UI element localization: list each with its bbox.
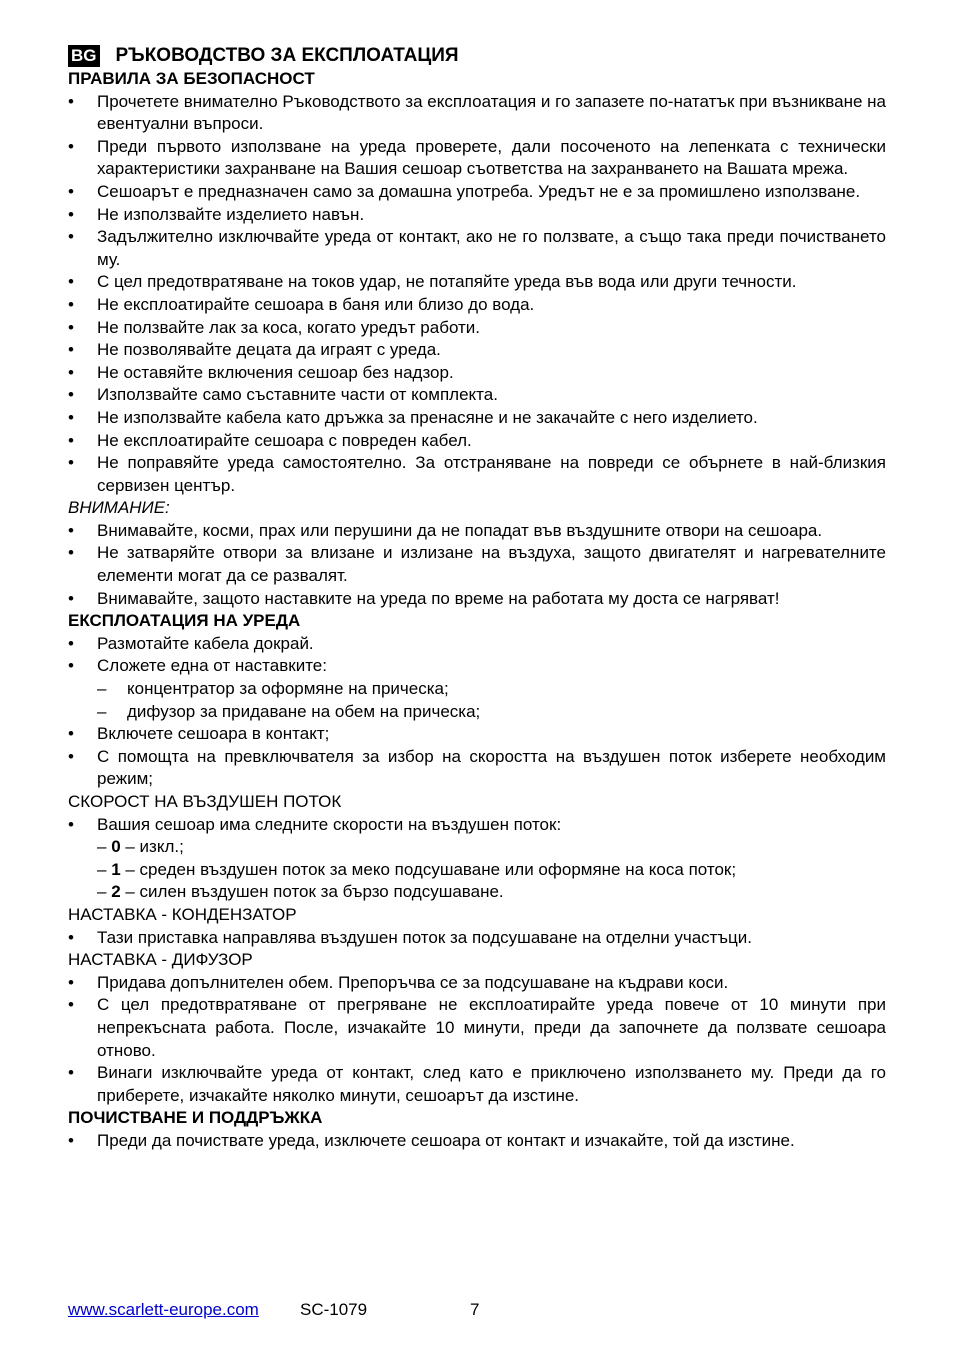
list-item: • Тази приставка направлява въздушен поток за подсушаване на отделни участъци. xyxy=(68,927,886,950)
model-number: SC-1079 xyxy=(300,1300,368,1319)
list-item: • Придава допълнителен обем. Препоръчва се за подсушаване на къдрави коси. xyxy=(68,972,886,995)
page-number: 7 xyxy=(470,1300,480,1319)
list-item: • Внимавайте, косми, прах или перушини да не попадат във въздушните отвори на сешоара. xyxy=(68,520,886,543)
list-item: • Не експлоатирайте сешоара в баня или близо до вода. xyxy=(68,294,886,317)
list-item: • Прочетете внимателно Ръководството за експлоатация и го запазете по-нататък при възникване на евентуални въпроси. xyxy=(68,91,886,136)
list-item: • Преди първото използване на уреда проверете, дали посоченото на лепенката с технически характеристики захранване на Вашия сешоар съответства на захранването на Вашата мрежа. xyxy=(68,136,886,181)
speed-text: – силен въздушен поток за бързо подсушаване. xyxy=(120,882,504,902)
list-item: • С помощта на превключвателя за избор на скоростта на въздушен поток изберете необходим режим; xyxy=(68,746,886,791)
list-item: • Задължително изключвайте уреда от контакт, ако не го ползвате, а също така преди почистването му. xyxy=(68,226,886,271)
title-text: РЪКОВОДСТВО ЗА ЕКСПЛОАТАЦИЯ xyxy=(115,45,459,66)
list-item: • Внимавайте, защото наставките на уреда по време на работата му доста се нагряват! xyxy=(68,588,886,611)
list-item: • Използвайте само съставните части от комплекта. xyxy=(68,384,886,407)
sub-list-item: – концентратор за оформяне на прическа; xyxy=(68,678,886,701)
page-title xyxy=(68,44,886,68)
list-item: • Не ползвайте лак за коса, когато уредът работи. xyxy=(68,317,886,340)
speed-level: – 0 – изкл.; xyxy=(97,837,184,857)
website-link[interactable]: www.scarlett-europe.com xyxy=(68,1300,259,1319)
list-item: • С цел предотвратяване на токов удар, не потапяйте уреда във вода или други течности. xyxy=(68,271,886,294)
language-badge: BG xyxy=(68,45,100,67)
safety-list xyxy=(68,91,886,498)
speed-level: – 1 – среден въздушен поток за меко подсушаване или оформяне на коса поток; xyxy=(97,859,737,879)
speed-level: – 2 – силен въздушен поток за бързо подсушаване. xyxy=(97,882,504,902)
speed-number: 0 xyxy=(111,837,121,857)
list-item: • Не оставяйте включения сешоар без надзор. xyxy=(68,362,886,385)
manual-page xyxy=(68,44,886,1153)
list-item: • Не използвайте изделието навън. xyxy=(68,204,886,227)
speed-text: – изкл.; xyxy=(120,837,184,857)
diffuser-heading: НАСТАВКА - ДИФУЗОР xyxy=(68,950,253,970)
safety-heading: ПРАВИЛА ЗА БЕЗОПАСНОСТ xyxy=(68,69,315,88)
sub-list-item: – дифузор за придаване на обем на прическа; xyxy=(68,701,886,724)
attention-label: ВНИМАНИЕ: xyxy=(68,498,170,518)
attention-list xyxy=(68,520,886,610)
concentrator-heading: НАСТАВКА - КОНДЕНЗАТОР xyxy=(68,904,297,924)
list-item: • Не използвайте кабела като дръжка за пренасяне и не закачайте с него изделието. xyxy=(68,407,886,430)
speed-text: – среден въздушен поток за меко подсушаване или оформяне на коса поток; xyxy=(120,859,737,879)
list-item: • Не затваряйте отвори за влизане и излизане на въздуха, защото двигателят и нагревателните елементи могат да се развалят. xyxy=(68,542,886,587)
speed-number: 1 xyxy=(111,859,121,879)
list-item: • Винаги изключвайте уреда от контакт, след като е приключено използването му. Преди да го приберете, изчакайте няколко минути, сешоарът да изстине. xyxy=(68,1062,886,1107)
list-item: • Не позволявайте децата да играят с уреда. xyxy=(68,339,886,362)
list-item: • Преди да почиствате уреда, изключете сешоара от контакт и изчакайте, той да изстине. xyxy=(68,1130,886,1153)
page-footer xyxy=(68,1299,480,1321)
list-item: • Размотайте кабела докрай. xyxy=(68,633,886,656)
operation-heading: ЕКСПЛОАТАЦИЯ НА УРЕДА xyxy=(68,611,301,631)
list-item: • Не експлоатирайте сешоара с повреден кабел. xyxy=(68,430,886,453)
diffuser-list xyxy=(68,972,886,1108)
list-item: • Сложете една от наставките: xyxy=(68,655,886,678)
cleaning-heading: ПОЧИСТВАНЕ И ПОДДРЪЖКА xyxy=(68,1108,323,1128)
list-item: • Вашия сешоар има следните скорости на въздушен поток: xyxy=(68,814,886,837)
list-item: • Включете сешоара в контакт; xyxy=(68,723,886,746)
speed-number: 2 xyxy=(111,882,121,902)
operation-list xyxy=(68,633,886,791)
list-item: • Сешоарът е предназначен само за домашна употреба. Уредът не е за промишлено използване. xyxy=(68,181,886,204)
list-item: • С цел предотвратяване от прегряване не експлоатирайте уреда повече от 10 минути при непрекъсната работа. После, изчакайте 10 минути, преди да започнете да ползвате сешоара отново. xyxy=(68,994,886,1062)
list-item: • Не поправяйте уреда самостоятелно. За отстраняване на повреди се обърнете в най-близкия сервизен център. xyxy=(68,452,886,497)
speed-heading: СКОРОСТ НА ВЪЗДУШЕН ПОТОК xyxy=(68,792,342,811)
